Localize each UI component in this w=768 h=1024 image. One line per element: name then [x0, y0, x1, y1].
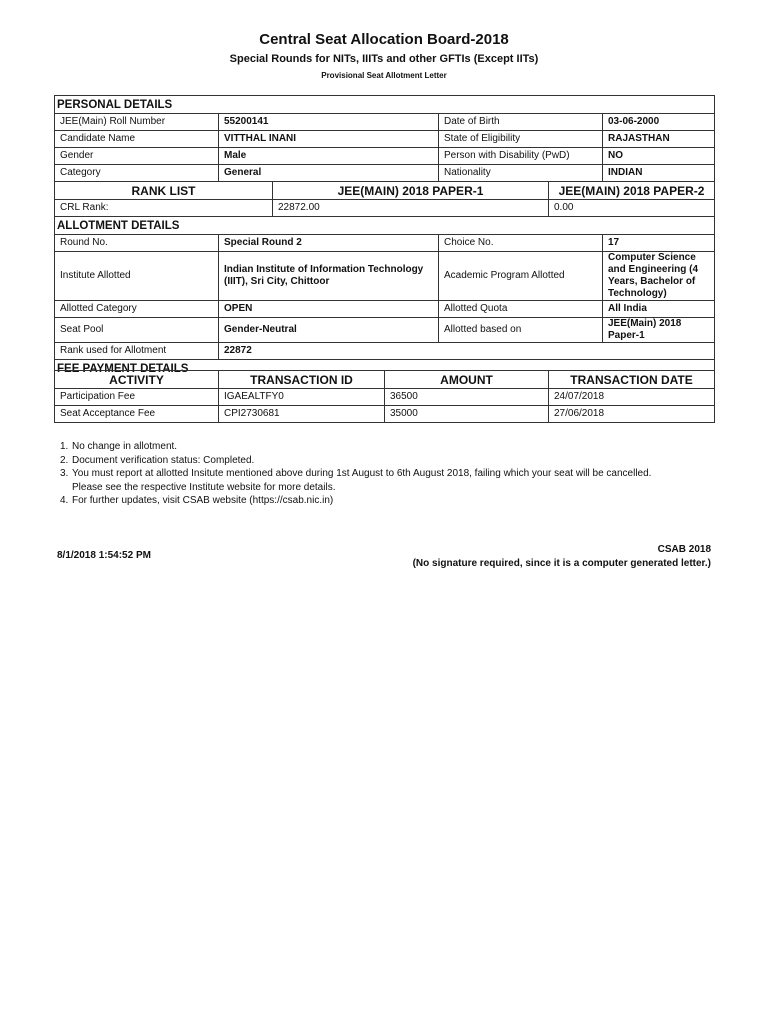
- note-number: 2.: [60, 454, 69, 466]
- table-row: [55, 301, 715, 318]
- list-item: [60, 440, 651, 454]
- rank-list-heading: RANK LIST: [55, 182, 273, 200]
- table-row: [55, 148, 715, 165]
- list-item: [60, 454, 651, 468]
- crl-rank-label: CRL Rank:: [55, 200, 273, 217]
- nationality-label: Nationality: [439, 165, 603, 182]
- notes-list: [60, 440, 651, 508]
- details-table: [54, 95, 715, 377]
- allotment-details-heading: ALLOTMENT DETAILS: [55, 217, 715, 235]
- note-text: No change in allotment.: [72, 441, 178, 452]
- allotted-category-value: OPEN: [219, 301, 439, 318]
- seat-pool-label: Seat Pool: [55, 318, 219, 343]
- col-header-amount: AMOUNT: [385, 371, 549, 389]
- name-value: VITTHAL INANI: [219, 131, 439, 148]
- personal-details-heading: PERSONAL DETAILS: [55, 96, 715, 114]
- fee-transaction-id: CPI2730681: [219, 406, 385, 423]
- fee-activity: Seat Acceptance Fee: [55, 406, 219, 423]
- state-label: State of Eligibility: [439, 131, 603, 148]
- fee-amount: 35000: [385, 406, 549, 423]
- rank-used-label: Rank used for Allotment: [55, 343, 219, 360]
- table-row: [55, 114, 715, 131]
- fee-header-row: [55, 371, 715, 389]
- table-row: [55, 165, 715, 182]
- document-type: Provisional Seat Allotment Letter: [321, 71, 447, 80]
- institute-label: Institute Allotted: [55, 252, 219, 301]
- fee-transaction-date: 24/07/2018: [549, 389, 715, 406]
- footer-signature-block: [413, 543, 711, 571]
- table-row: [55, 406, 715, 423]
- fee-table: [54, 370, 715, 423]
- table-row: [55, 389, 715, 406]
- allotment-section-row: [55, 217, 715, 235]
- allotment-basis-label: Allotted based on: [439, 318, 603, 343]
- roll-value: 55200141: [219, 114, 439, 131]
- paper2-heading: JEE(MAIN) 2018 PAPER-2: [549, 182, 715, 200]
- paper2-rank-value: 0.00: [549, 200, 715, 217]
- signature-note: (No signature required, since it is a computer generated letter.): [412, 558, 711, 569]
- page-subtitle: Special Rounds for NITs, IIITs and other GFTIs (Except IITs): [229, 53, 539, 65]
- table-row: [55, 252, 715, 301]
- table-row: [55, 200, 715, 217]
- fee-transaction-id: IGAEALTFY0: [219, 389, 385, 406]
- allotted-category-label: Allotted Category: [55, 301, 219, 318]
- choice-value: 17: [603, 235, 715, 252]
- list-item: [60, 467, 652, 494]
- col-header-transaction-date: TRANSACTION DATE: [549, 371, 715, 389]
- footer-org: CSAB 2018: [657, 544, 711, 555]
- quota-value: All India: [603, 301, 715, 318]
- pwd-value: NO: [603, 148, 715, 165]
- col-header-transaction-id: TRANSACTION ID: [219, 371, 385, 389]
- rank-used-value: 22872: [219, 343, 715, 360]
- note-text: Document verification status: Completed.: [72, 454, 255, 466]
- name-label: Candidate Name: [55, 131, 219, 148]
- table-row: [55, 343, 715, 360]
- category-label: Category: [55, 165, 219, 182]
- paper1-heading: JEE(MAIN) 2018 PAPER-1: [273, 182, 549, 200]
- category-value: General: [219, 165, 439, 182]
- fee-transaction-date: 27/06/2018: [549, 406, 715, 423]
- note-number: 4.: [60, 495, 69, 507]
- program-label: Academic Program Allotted: [439, 252, 603, 301]
- nationality-value: INDIAN: [603, 165, 715, 182]
- col-header-activity: ACTIVITY: [55, 371, 219, 389]
- gender-label: Gender: [55, 148, 219, 165]
- fee-payment-heading: FEE PAYMENT DETAILS: [55, 360, 715, 378]
- dob-value: 03-06-2000: [603, 114, 715, 131]
- program-value: Computer Science and Engineering (4 Years, Bachelor of Technology): [603, 252, 715, 301]
- round-value: Special Round 2: [219, 235, 439, 252]
- allotment-basis-value: JEE(Main) 2018 Paper-1: [603, 318, 715, 343]
- dob-label: Date of Birth: [439, 114, 603, 131]
- pwd-label: Person with Disability (PwD): [439, 148, 603, 165]
- page-title: Central Seat Allocation Board-2018: [259, 31, 509, 48]
- fee-amount: 36500: [385, 389, 549, 406]
- note-number: 3.: [60, 468, 69, 480]
- note-text: You must report at allotted Insitute mentioned above during 1st August to 6th August 2018, failing which your seat will be cancelled.: [72, 468, 652, 480]
- table-row: [55, 318, 715, 343]
- paper1-rank-value: 22872.00: [273, 200, 549, 217]
- personal-section-row: [55, 96, 715, 114]
- table-row: [55, 235, 715, 252]
- seat-pool-value: Gender-Neutral: [219, 318, 439, 343]
- generated-timestamp: 8/1/2018 1:54:52 PM: [57, 550, 151, 561]
- note-continuation: Please see the respective Institute website for more details.: [72, 481, 336, 493]
- note-number: 1.: [60, 441, 69, 452]
- quota-label: Allotted Quota: [439, 301, 603, 318]
- table-row: [55, 131, 715, 148]
- roll-label: JEE(Main) Roll Number: [55, 114, 219, 131]
- choice-label: Choice No.: [439, 235, 603, 252]
- list-item: [60, 494, 651, 508]
- note-text: For further updates, visit CSAB website (https://csab.nic.in): [72, 495, 334, 507]
- gender-value: Male: [219, 148, 439, 165]
- fee-activity: Participation Fee: [55, 389, 219, 406]
- rank-header-row: [55, 182, 715, 200]
- institute-value: Indian Institute of Information Technology (IIIT), Sri City, Chittoor: [219, 252, 439, 301]
- state-value: RAJASTHAN: [603, 131, 715, 148]
- round-label: Round No.: [55, 235, 219, 252]
